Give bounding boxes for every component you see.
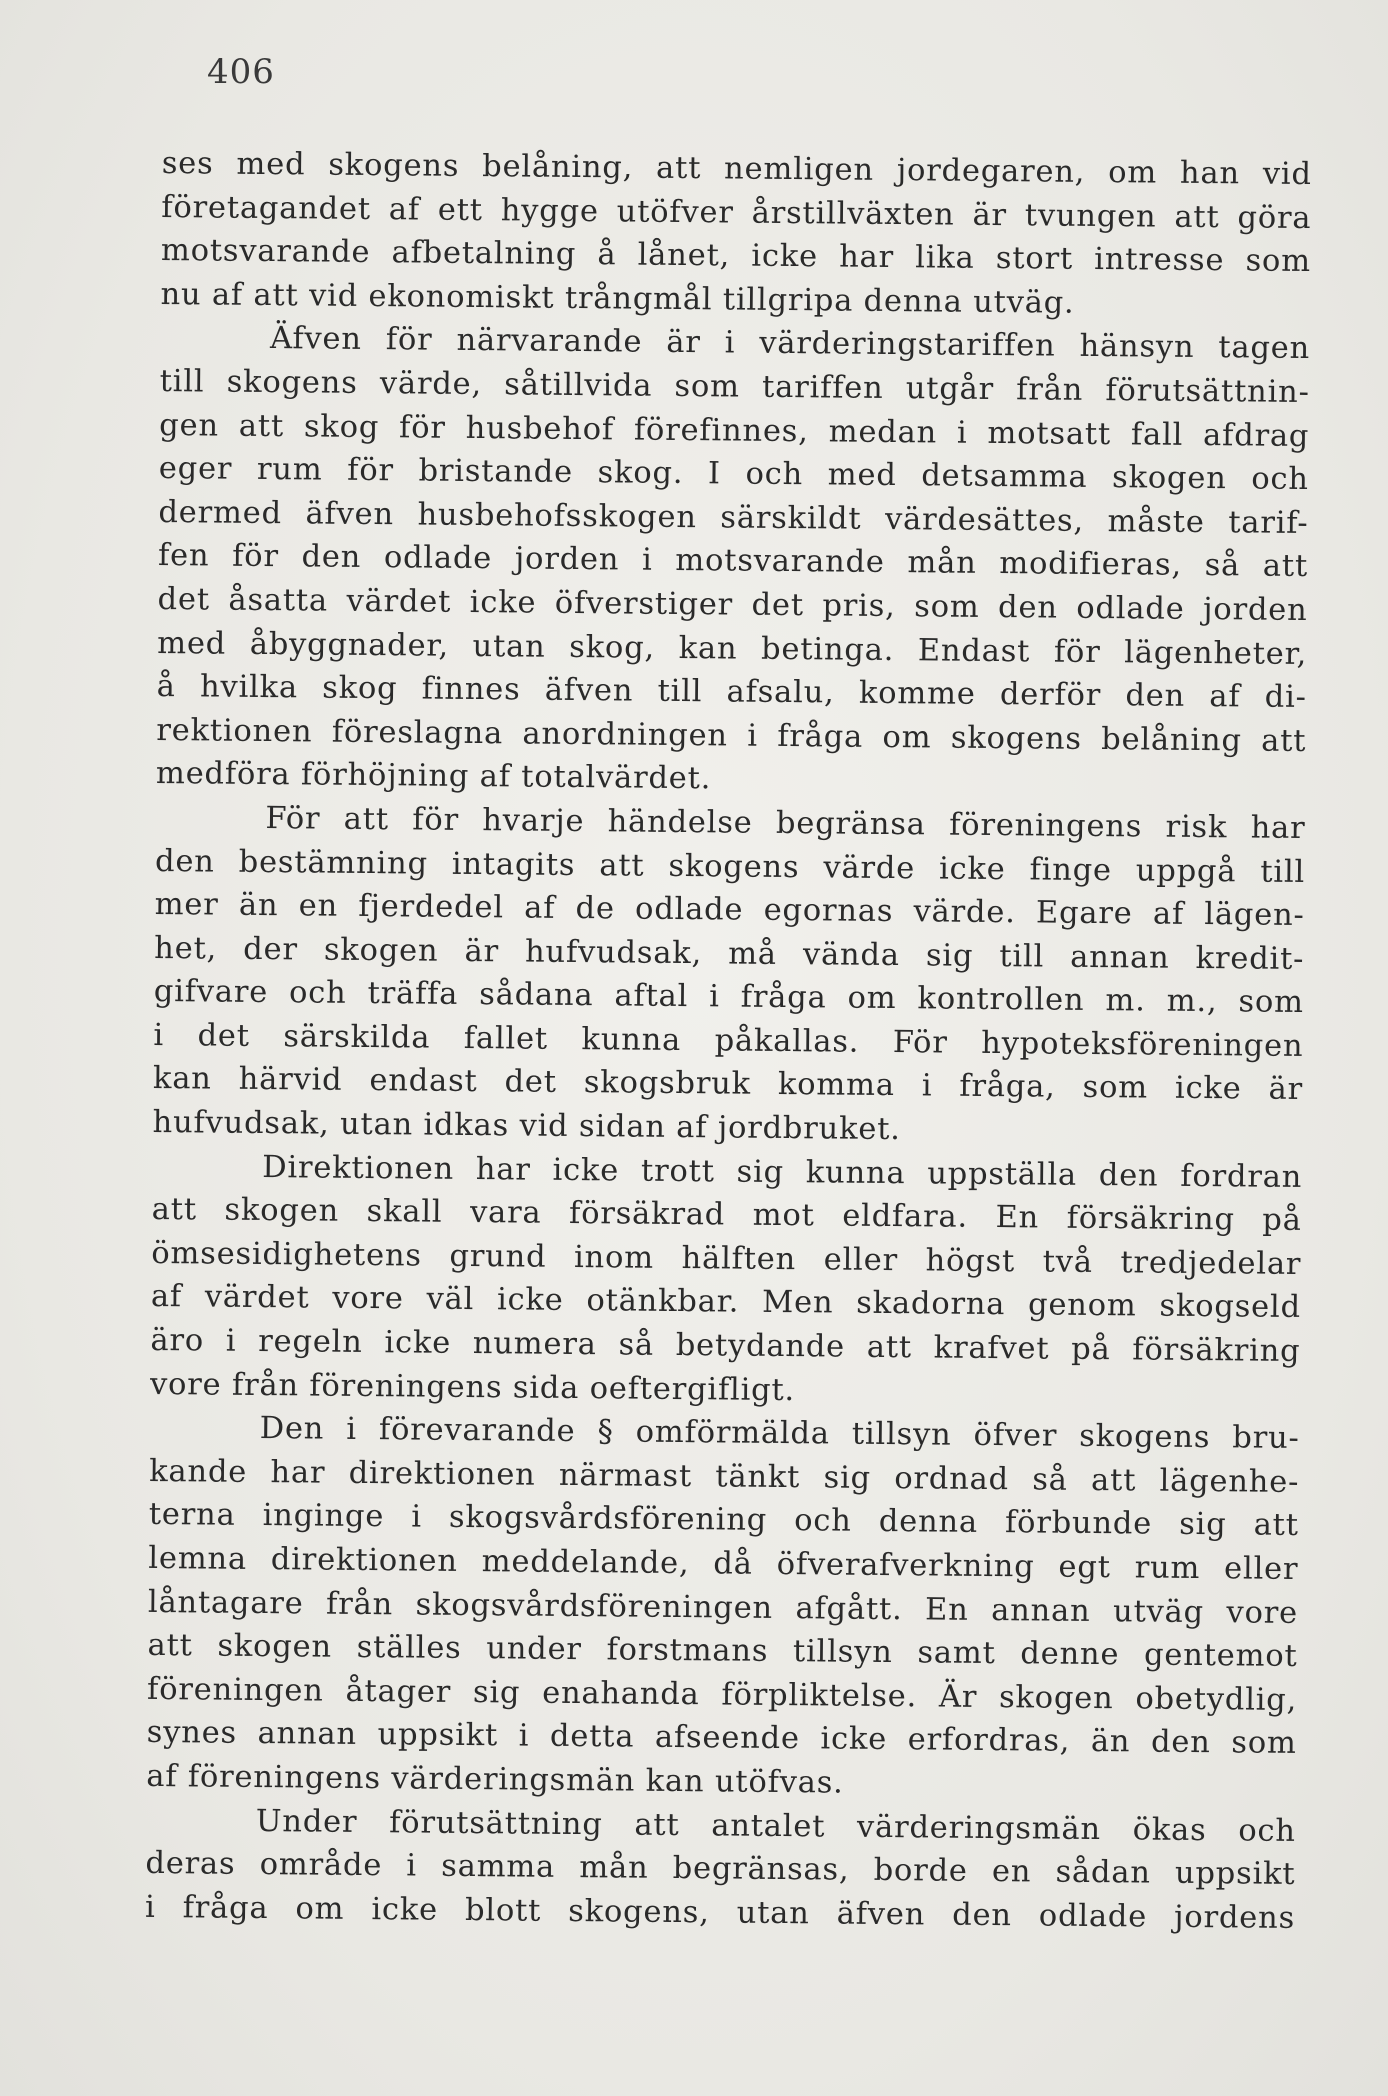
text-line: föreningen åtager sig enahanda förpliktelse. Är skogen obetydlig, [146, 1671, 1298, 1718]
text-line: gifvare och träffa sådana aftal i fråga om kontrollen m. m., som [153, 974, 1304, 1021]
text-line: i fråga om icke blott skogens, utan äfven den odlade jordens [144, 1889, 1296, 1936]
text-line: att skogen skall vara försäkrad mot eldfara. En försäkring på [151, 1192, 1302, 1239]
text-line: fen för den odlade jorden i motsvarande mån modifieras, så att [157, 538, 1309, 585]
text-line: Den i förevarande § omförmälda tillsyn öfver skogens bru- [259, 1411, 1300, 1457]
text-line: i det särskilda fallet kunna påkallas. För hypoteksföreningen [153, 1017, 1304, 1064]
text-line: af värdet vore väl icke otänkbar. Men skadorna genom skogseld [150, 1279, 1302, 1326]
text-line: Under förutsättning att antalet värderingsmän ökas och [255, 1803, 1297, 1849]
text-line: det åsatta värdet icke öfverstiger det pris, som den odlade jorden [157, 581, 1308, 628]
text-line: af föreningens värderingsmän kan utöfvas. [146, 1758, 844, 1801]
text-line: För att för hvarje händelse begränsa föreningens risk har [265, 800, 1306, 846]
text-line: motsvarande afbetalning å lånet, icke har lika stort intresse som [160, 233, 1312, 280]
text-line: mer än en fjerdedel af de odlade egornas värde. Egare af lägen- [154, 887, 1305, 934]
text-line: terna inginge i skogsvårdsförening och denna förbunde sig att [148, 1497, 1299, 1544]
text-line: gen att skog för husbehof förefinnes, medan i motsatt fall afdrag [159, 407, 1310, 454]
text-line: synes annan uppsikt i detta afseende icke erfordras, än den som [146, 1715, 1297, 1762]
text-line: deras område i samma mån begränsas, borde en sådan uppsikt [145, 1846, 1296, 1893]
text-line: ses med skogens belåning, att nemligen jordegaren, om han vid [161, 145, 1312, 193]
text-line: lemna direktionen meddelande, då öfverafverkning egt rum eller [148, 1540, 1299, 1587]
text-line: vore från föreningens sida oeftergifligt. [149, 1366, 796, 1408]
text-line: kan härvid endast det skogsbruk komma i fråga, som icke är [152, 1061, 1304, 1108]
text-line: företagandet af ett hygge utöfver årstillväxten är tvungen att göra [161, 189, 1312, 236]
text-line: nu af att vid ekonomiskt trångmål tillgripa denna utväg. [160, 276, 1075, 321]
text-line: med åbyggnader, utan skog, kan betinga. Endast för lägenheter, [157, 625, 1308, 672]
body-text [145, 142, 1312, 1940]
text-line: kande har direktionen närmast tänkt sig ordnad så att lägenhe- [149, 1453, 1300, 1500]
text-line: den bestämning intagits att skogens värde icke finge uppgå till [154, 843, 1306, 890]
text-line: äro i regeln icke numera så betydande att krafvet på försäkring [150, 1322, 1301, 1370]
text-line: Äfven för närvarande är i värderingstariffen hänsyn tagen [269, 321, 1311, 367]
text-line: Direktionen har icke trott sig kunna uppställa den fordran [261, 1149, 1303, 1195]
text-line: medföra förhöjning af totalvärdet. [155, 756, 712, 797]
text-line: låntagare från skogsvårdsföreningen afgått. En annan utväg vore [147, 1584, 1299, 1631]
page-number: 406 [207, 52, 275, 92]
text-line: eger rum för bristande skog. I och med detsamma skogen och [158, 451, 1309, 498]
text-line: rektionen föreslagna anordningen i fråga om skogens belåning att [156, 712, 1307, 759]
text-line: att skogen ställes under forstmans tillsyn samt denne gentemot [147, 1628, 1298, 1675]
text-line: å hvilka skog finnes äfven till afsalu, komme derför den af di- [156, 669, 1307, 716]
text-line: till skogens värde, såtillvida som tariffen utgår från förutsättnin- [159, 363, 1310, 410]
text-line: ömsesidighetens grund inom hälften eller högst två tredjedelar [151, 1235, 1302, 1282]
text-line: dermed äfven husbehofsskogen särskildt värdesättes, måste tarif- [158, 494, 1309, 541]
text-line: hufvudsak, utan idkas vid sidan af jordbruket. [152, 1105, 901, 1148]
text-line: het, der skogen är hufvudsak, må vända sig till annan kredit- [154, 930, 1305, 977]
